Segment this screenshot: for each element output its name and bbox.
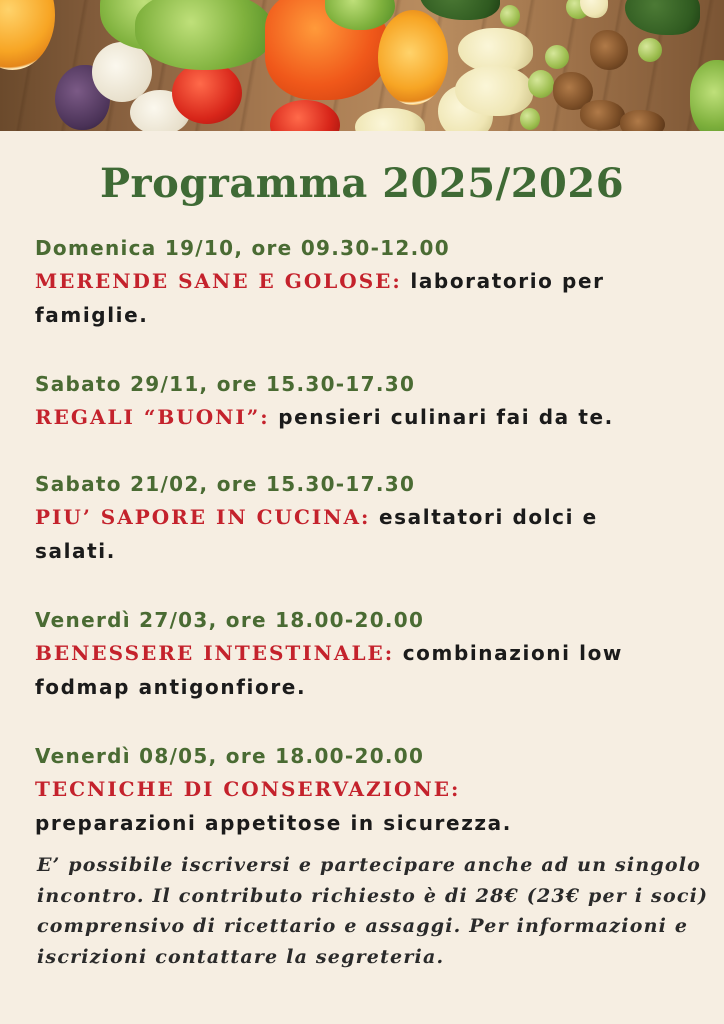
event-title: TECNICHE DI CONSERVAZIONE:	[35, 777, 461, 801]
event-description	[35, 264, 695, 332]
event-date: Venerdì 08/05, ore 18.00-20.00	[35, 744, 425, 768]
event-date: Sabato 29/11, ore 15.30-17.30	[35, 372, 416, 396]
page-title: Programma 2025/2026	[99, 160, 625, 207]
event-text: combinazioni low fodmap antigonfiore.	[35, 641, 624, 699]
event-description	[35, 636, 665, 704]
event-date: Sabato 21/02, ore 15.30-17.30	[35, 472, 416, 496]
event-item	[35, 232, 695, 332]
event-text: pensieri culinari fai da te.	[269, 405, 614, 429]
event-text: preparazioni appetitose in sicurezza.	[35, 811, 512, 835]
event-date: Venerdì 27/03, ore 18.00-20.00	[35, 608, 425, 632]
event-description	[35, 500, 685, 568]
registration-note: E’ possibile iscriversi e partecipare anche ad un singolo incontro. Il contributo richiesto è di 28€ (23€ per i soci) comprensivo di ricettario e assaggi. Per informazioni e iscrizioni contattare la segreteria.	[37, 854, 709, 968]
event-description	[35, 400, 705, 434]
event-title: BENESSERE INTESTINALE:	[35, 641, 395, 665]
event-title: MERENDE SANE E GOLOSE:	[35, 269, 402, 293]
event-text: laboratorio per famiglie.	[35, 269, 605, 327]
food-banner-image	[0, 0, 724, 131]
event-item	[35, 468, 685, 568]
event-description	[35, 772, 595, 840]
event-text: esaltatori dolci e salati.	[35, 505, 598, 563]
event-item	[35, 368, 705, 434]
event-title: PIU’ SAPORE IN CUCINA:	[35, 505, 371, 529]
event-title: REGALI “BUONI”:	[35, 405, 270, 429]
event-item	[35, 604, 665, 704]
event-item	[35, 740, 595, 840]
event-date: Domenica 19/10, ore 09.30-12.00	[35, 236, 450, 260]
